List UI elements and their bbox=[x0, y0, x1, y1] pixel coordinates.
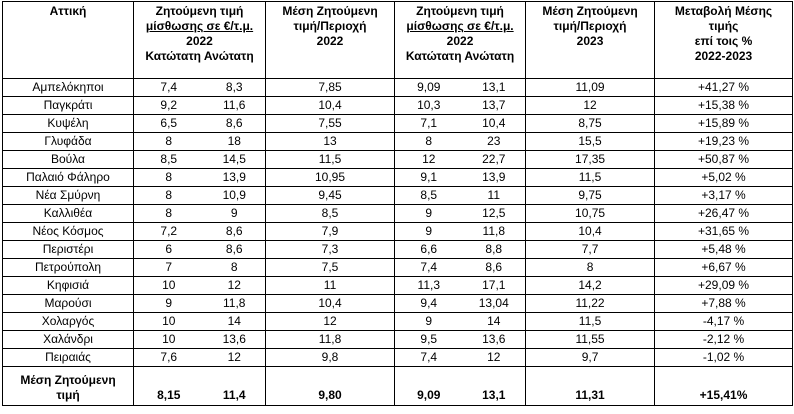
table-row bbox=[3, 349, 793, 367]
cell-min-2023: 7,4 bbox=[395, 259, 463, 277]
avg-min-2022: 8,15 bbox=[134, 367, 204, 406]
cell-area: Αμπελόκηποι bbox=[3, 79, 134, 97]
cell-max-2022: 8,6 bbox=[204, 241, 266, 259]
cell-min-2023: 9,4 bbox=[395, 295, 463, 313]
cell-max-2023: 11,8 bbox=[463, 223, 526, 241]
cell-area: Παλαιό Φάληρο bbox=[3, 169, 134, 187]
cell-max-2022: 11,8 bbox=[204, 295, 266, 313]
cell-avg-2023: 11,55 bbox=[526, 331, 655, 349]
rent-prices-table bbox=[2, 1, 793, 406]
cell-min-2023: 8,5 bbox=[395, 187, 463, 205]
cell-max-2022: 9 bbox=[204, 205, 266, 223]
cell-avg-2022: 11,8 bbox=[266, 331, 395, 349]
cell-area: Κυψέλη bbox=[3, 115, 134, 133]
cell-max-2023: 14 bbox=[463, 313, 526, 331]
cell-change: -4,17 % bbox=[655, 313, 793, 331]
cell-min-2022: 8 bbox=[134, 169, 204, 187]
table-row bbox=[3, 277, 793, 295]
cell-min-2023: 9 bbox=[395, 223, 463, 241]
cell-avg-2022: 12 bbox=[266, 313, 395, 331]
cell-change: +7,88 % bbox=[655, 295, 793, 313]
cell-area: Χαλάνδρι bbox=[3, 331, 134, 349]
cell-area: Χολαργός bbox=[3, 313, 134, 331]
cell-change: +41,27 % bbox=[655, 79, 793, 97]
header-avg-2023: Μέση Ζητούμενη τιμή/Περιοχή 2023 bbox=[526, 2, 655, 79]
cell-min-2023: 10,3 bbox=[395, 97, 463, 115]
cell-min-2023: 8 bbox=[395, 133, 463, 151]
header-row bbox=[3, 2, 793, 79]
avg-min-2023: 9,09 bbox=[395, 367, 463, 406]
header-price-2022: Ζητούμενη τιμή μίσθωσης σε €/τ.μ. 2022 Κατώτατη Ανώτατη bbox=[134, 2, 266, 79]
table-row bbox=[3, 313, 793, 331]
cell-change: +3,17 % bbox=[655, 187, 793, 205]
cell-max-2023: 12,5 bbox=[463, 205, 526, 223]
cell-min-2022: 8 bbox=[134, 187, 204, 205]
cell-min-2022: 9,2 bbox=[134, 97, 204, 115]
cell-min-2023: 9 bbox=[395, 205, 463, 223]
cell-avg-2022: 7,5 bbox=[266, 259, 395, 277]
cell-avg-2022: 7,9 bbox=[266, 223, 395, 241]
table-row bbox=[3, 295, 793, 313]
cell-change: +6,67 % bbox=[655, 259, 793, 277]
cell-min-2022: 10 bbox=[134, 277, 204, 295]
cell-min-2022: 10 bbox=[134, 313, 204, 331]
cell-max-2022: 12 bbox=[204, 277, 266, 295]
cell-min-2023: 7,4 bbox=[395, 349, 463, 367]
table-row bbox=[3, 133, 793, 151]
cell-max-2023: 11 bbox=[463, 187, 526, 205]
cell-avg-2023: 10,75 bbox=[526, 205, 655, 223]
cell-avg-2022: 10,4 bbox=[266, 97, 395, 115]
cell-max-2022: 8,6 bbox=[204, 223, 266, 241]
cell-max-2022: 8 bbox=[204, 259, 266, 277]
cell-change: +19,23 % bbox=[655, 133, 793, 151]
cell-max-2023: 8,6 bbox=[463, 259, 526, 277]
cell-max-2023: 10,4 bbox=[463, 115, 526, 133]
avg-max-2023: 13,1 bbox=[463, 367, 526, 406]
cell-change: +15,38 % bbox=[655, 97, 793, 115]
cell-min-2022: 8,5 bbox=[134, 151, 204, 169]
header-price-2023: Ζητούμενη τιμή μίσθωσης σε €/τ.μ. 2022 Κατώτατη Ανώτατη bbox=[395, 2, 526, 79]
cell-change: +29,09 % bbox=[655, 277, 793, 295]
cell-max-2023: 8,8 bbox=[463, 241, 526, 259]
cell-max-2022: 14,5 bbox=[204, 151, 266, 169]
cell-area: Νέα Σμύρνη bbox=[3, 187, 134, 205]
cell-area: Παγκράτι bbox=[3, 97, 134, 115]
cell-min-2022: 6,5 bbox=[134, 115, 204, 133]
cell-avg-2023: 9,7 bbox=[526, 349, 655, 367]
cell-avg-2022: 11 bbox=[266, 277, 395, 295]
cell-change: -1,02 % bbox=[655, 349, 793, 367]
cell-max-2023: 23 bbox=[463, 133, 526, 151]
cell-min-2022: 10 bbox=[134, 331, 204, 349]
table-row bbox=[3, 331, 793, 349]
cell-min-2022: 8 bbox=[134, 133, 204, 151]
avg-change: +15,41% bbox=[655, 367, 793, 406]
cell-max-2023: 13,6 bbox=[463, 331, 526, 349]
cell-min-2023: 12 bbox=[395, 151, 463, 169]
cell-max-2023: 13,9 bbox=[463, 169, 526, 187]
avg-avg-2022: 9,80 bbox=[266, 367, 395, 406]
cell-min-2022: 7,6 bbox=[134, 349, 204, 367]
cell-max-2022: 18 bbox=[204, 133, 266, 151]
cell-avg-2022: 9,45 bbox=[266, 187, 395, 205]
cell-min-2022: 7 bbox=[134, 259, 204, 277]
cell-min-2023: 9,09 bbox=[395, 79, 463, 97]
table-row bbox=[3, 187, 793, 205]
cell-area: Νέος Κόσμος bbox=[3, 223, 134, 241]
cell-max-2022: 12 bbox=[204, 349, 266, 367]
table-row bbox=[3, 241, 793, 259]
table-row bbox=[3, 79, 793, 97]
table-row bbox=[3, 97, 793, 115]
cell-max-2023: 13,1 bbox=[463, 79, 526, 97]
header-avg-2022: Μέση Ζητούμενη τιμή/Περιοχή 2022 bbox=[266, 2, 395, 79]
table-row bbox=[3, 205, 793, 223]
cell-avg-2023: 10,4 bbox=[526, 223, 655, 241]
cell-min-2022: 8 bbox=[134, 205, 204, 223]
cell-min-2022: 7,2 bbox=[134, 223, 204, 241]
cell-avg-2022: 10,95 bbox=[266, 169, 395, 187]
average-label: Μέση Ζητούμενη τιμή bbox=[3, 367, 134, 406]
cell-change: +15,89 % bbox=[655, 115, 793, 133]
cell-avg-2022: 7,3 bbox=[266, 241, 395, 259]
cell-min-2022: 7,4 bbox=[134, 79, 204, 97]
cell-avg-2023: 11,22 bbox=[526, 295, 655, 313]
table-row bbox=[3, 151, 793, 169]
cell-max-2023: 13,04 bbox=[463, 295, 526, 313]
cell-max-2022: 8,3 bbox=[204, 79, 266, 97]
avg-avg-2023: 11,31 bbox=[526, 367, 655, 406]
cell-max-2022: 14 bbox=[204, 313, 266, 331]
cell-max-2022: 8,6 bbox=[204, 115, 266, 133]
cell-max-2023: 13,7 bbox=[463, 97, 526, 115]
cell-max-2023: 12 bbox=[463, 349, 526, 367]
cell-avg-2022: 8,5 bbox=[266, 205, 395, 223]
cell-area: Καλλιθέα bbox=[3, 205, 134, 223]
cell-change: +50,87 % bbox=[655, 151, 793, 169]
cell-avg-2023: 14,2 bbox=[526, 277, 655, 295]
cell-min-2023: 9 bbox=[395, 313, 463, 331]
header-change: Μεταβολή Μέσης τιμής επί τοις % 2022-2023 bbox=[655, 2, 793, 79]
cell-area: Μαρούσι bbox=[3, 295, 134, 313]
cell-max-2022: 13,9 bbox=[204, 169, 266, 187]
average-row bbox=[3, 367, 793, 406]
cell-min-2023: 7,1 bbox=[395, 115, 463, 133]
cell-avg-2022: 11,5 bbox=[266, 151, 395, 169]
cell-change: +5,02 % bbox=[655, 169, 793, 187]
cell-area: Πετρούπολη bbox=[3, 259, 134, 277]
cell-area: Περιστέρι bbox=[3, 241, 134, 259]
cell-area: Κηφισιά bbox=[3, 277, 134, 295]
cell-max-2022: 10,9 bbox=[204, 187, 266, 205]
cell-avg-2023: 12 bbox=[526, 97, 655, 115]
cell-change: -2,12 % bbox=[655, 331, 793, 349]
cell-avg-2023: 17,35 bbox=[526, 151, 655, 169]
cell-avg-2023: 11,09 bbox=[526, 79, 655, 97]
cell-avg-2023: 8,75 bbox=[526, 115, 655, 133]
cell-max-2022: 13,6 bbox=[204, 331, 266, 349]
cell-avg-2023: 11,5 bbox=[526, 313, 655, 331]
cell-change: +31,65 % bbox=[655, 223, 793, 241]
cell-change: +26,47 % bbox=[655, 205, 793, 223]
table-row bbox=[3, 169, 793, 187]
cell-min-2022: 6 bbox=[134, 241, 204, 259]
cell-change: +5,48 % bbox=[655, 241, 793, 259]
cell-min-2023: 11,3 bbox=[395, 277, 463, 295]
avg-max-2022: 11,4 bbox=[204, 367, 266, 406]
cell-avg-2023: 9,75 bbox=[526, 187, 655, 205]
cell-max-2023: 17,1 bbox=[463, 277, 526, 295]
cell-area: Βούλα bbox=[3, 151, 134, 169]
cell-area: Γλυφάδα bbox=[3, 133, 134, 151]
cell-avg-2022: 13 bbox=[266, 133, 395, 151]
cell-area: Πειραιάς bbox=[3, 349, 134, 367]
cell-min-2023: 9,1 bbox=[395, 169, 463, 187]
cell-max-2023: 22,7 bbox=[463, 151, 526, 169]
cell-min-2022: 9 bbox=[134, 295, 204, 313]
cell-avg-2023: 11,5 bbox=[526, 169, 655, 187]
cell-avg-2023: 7,7 bbox=[526, 241, 655, 259]
table-row bbox=[3, 115, 793, 133]
cell-avg-2022: 7,55 bbox=[266, 115, 395, 133]
table-row bbox=[3, 223, 793, 241]
cell-max-2022: 11,6 bbox=[204, 97, 266, 115]
cell-avg-2023: 8 bbox=[526, 259, 655, 277]
table-row bbox=[3, 259, 793, 277]
cell-min-2023: 6,6 bbox=[395, 241, 463, 259]
header-area: Αττική bbox=[3, 2, 134, 79]
cell-avg-2022: 10,4 bbox=[266, 295, 395, 313]
cell-avg-2022: 7,85 bbox=[266, 79, 395, 97]
cell-avg-2023: 15,5 bbox=[526, 133, 655, 151]
cell-avg-2022: 9,8 bbox=[266, 349, 395, 367]
cell-min-2023: 9,5 bbox=[395, 331, 463, 349]
